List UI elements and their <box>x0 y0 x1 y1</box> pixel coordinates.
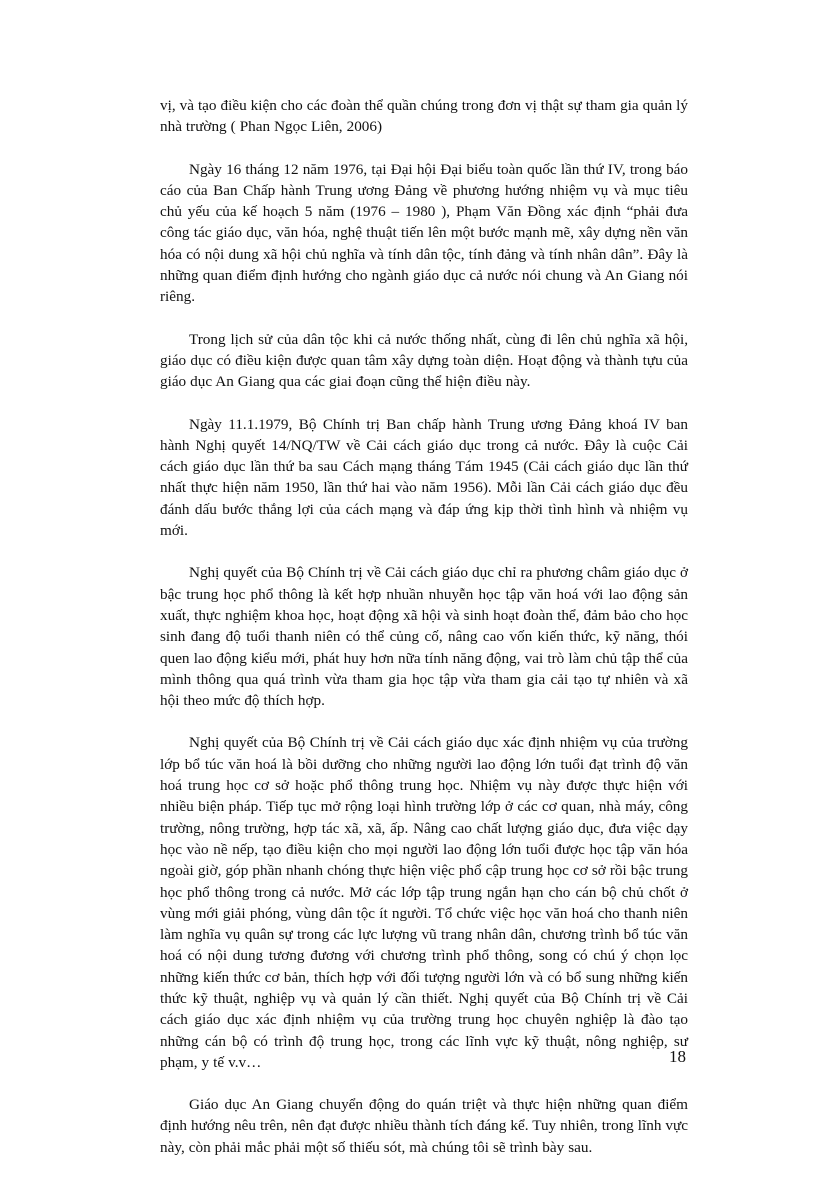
paragraph-continuation: vị, và tạo điều kiện cho các đoàn thể quần chúng trong đơn vị thật sự tham gia quản lý nhà trường ( Phan Ngọc Liên, 2006) <box>160 97 688 136</box>
page-body <box>160 95 688 1179</box>
paragraph-1979-resolution: Ngày 11.1.1979, Bộ Chính trị Ban chấp hành Trung ương Đảng khoá IV ban hành Nghị quyết 14/NQ/TW về Cải cách giáo dục trong cả nước. Đây là cuộc Cải cách giáo dục lần thứ ba sau Cách mạng tháng Tám 1945 (Cải cách giáo dục lần thứ nhất thực hiện năm 1950, lần thứ hai vào năm 1956). Mỗi lần Cải cách giáo dục đều đánh dấu bước thắng lợi của cách mạng và đáp ứng kịp thời tình hình và nhiệm vụ mới. <box>160 415 688 540</box>
paragraph-1976-congress: Ngày 16 tháng 12 năm 1976, tại Đại hội Đại biểu toàn quốc lần thứ IV, trong báo cáo của Ban Chấp hành Trung ương Đảng về phương hướng nhiệm vụ và mục tiêu chủ yếu của kế hoạch 5 năm (1976 – 1980 ), Phạm Văn Đồng xác định “phải đưa công tác giáo dục, văn hóa, nghệ thuật tiến lên một bước mạnh mẽ, xây dựng nền văn hóa có nội dung xã hội chủ nghĩa và tính dân tộc, tính đảng và tính nhân dân”. Đây là những quan điểm định hướng cho ngành giáo dục cả nước nói chung và An Giang nói riêng. <box>160 160 688 306</box>
paragraph-high-school-policy: Nghị quyết của Bộ Chính trị về Cải cách giáo dục chỉ ra phương châm giáo dục ở bậc trung học phổ thông là kết hợp nhuần nhuyễn học tập văn hoá với lao động sản xuất, thực nghiệm khoa học, hoạt động xã hội và sinh hoạt đoàn thể, đảm bảo cho học sinh đang độ tuổi thanh niên có thể củng cố, nâng cao vốn kiến thức, kỹ năng, thói quen lao động kiểu mới, phát huy hơn nữa tính năng động, vai trò làm chủ tập thể của mình thông qua quá trình vừa tham gia học tập vừa tham gia cải tạo tự nhiên và xã hội theo mức độ thích hợp. <box>160 564 688 710</box>
paragraph-an-giang-summary: Giáo dục An Giang chuyển động do quán triệt và thực hiện những quan điểm định hướng nêu trên, nên đạt được nhiều thành tích đáng kể. Tuy nhiên, trong lĩnh vực này, còn phải mắc phải một số thiếu sót, mà chúng tôi sẽ trình bày sau. <box>160 1096 688 1156</box>
paragraph-national-history: Trong lịch sử của dân tộc khi cả nước thống nhất, cùng đi lên chủ nghĩa xã hội, giáo dục có điều kiện được quan tâm xây dựng toàn diện. Hoạt động và thành tựu của giáo dục An Giang qua các giai đoạn cũng thể hiện điều này. <box>160 330 688 391</box>
page-number: 18 <box>669 1047 686 1066</box>
paragraph-adult-education: Nghị quyết của Bộ Chính trị về Cải cách giáo dục xác định nhiệm vụ của trường lớp bổ túc văn hoá là bồi dưỡng cho những người lao động lớn tuổi đạt trình độ văn hoá trung học cơ sở hoặc phổ thông trung học. Nhiệm vụ này được thực hiện với nhiều biện pháp. Tiếp tục mở rộng loại hình trường lớp ở các cơ quan, nhà máy, công trường, nông trường, hợp tác xã, xã, ấp. Nâng cao chất lượng giáo dục, đưa việc dạy học vào nề nếp, tạo điều kiện cho mọi người lao động lớn tuổi được học tập văn hóa ngoài giờ, góp phần nhanh chóng thực hiện việc phổ cập trung học cơ sở rồi bậc trung học phổ thông trong cả nước. Mở các lớp tập trung ngắn hạn cho cán bộ chủ chốt ở vùng mới giải phóng, vùng dân tộc ít người. Tổ chức việc học văn hoá cho thanh niên làm nghĩa vụ quân sự trong các lực lượng vũ trang nhân dân, chương trình bổ túc văn hoá có nội dung tương đương với chương trình phổ thông, song có chú ý chọn lọc những kiến thức cơ bản, thích hợp với đối tượng người lớn và có bổ sung những kiến thức kỹ thuật, nghiệp vụ và quản lý cần thiết. Nghị quyết của Bộ Chính trị về Cải cách giáo dục xác định nhiệm vụ của trường trung học chuyên nghiệp là đào tạo những cán bộ có trình độ trung học, trong các lĩnh vực kỹ thuật, nông nghiệp, sư phạm, y tế v.v… <box>160 734 688 1071</box>
